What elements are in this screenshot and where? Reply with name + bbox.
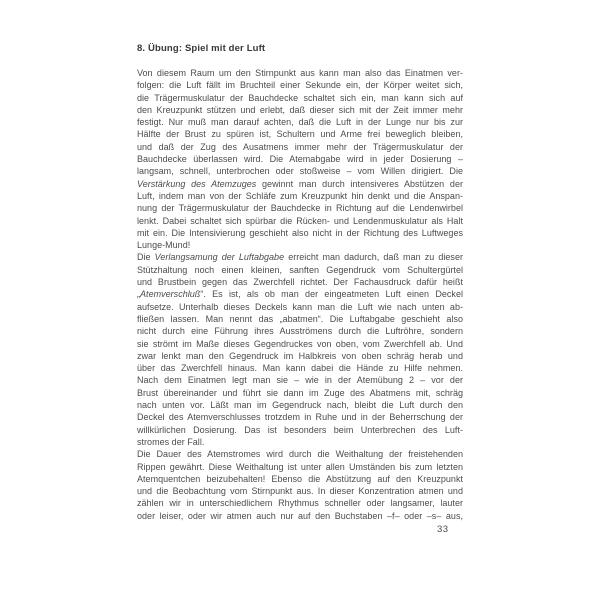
text-line: zwar lenkt man den Gegendruck im Halbkreis von oben schräg herab und bbox=[137, 350, 463, 361]
text-line: stromes der Fall. bbox=[137, 436, 205, 447]
text-line: nung der Trägermuskulatur der Bauchdecke in Richtung auf die Lendenwirbel bbox=[137, 203, 463, 214]
text-line: langsam, schnell, unterbrochen oder stoßweise – vom Willen dirigiert. Die bbox=[137, 166, 463, 177]
text-line: die Trägermuskulatur der Bauchdecke schaltet sich ein, man kann sich auf bbox=[137, 92, 463, 103]
text-line: und die Beobachtung vom Stirnpunkt aus. In dieser Konzentration atmen und bbox=[137, 486, 463, 497]
text-line: sie strömt im Maße dieses Gegendruckes von oben, vom Zwerchfell ab. Und bbox=[137, 338, 463, 349]
text-line: über das Zwerchfell hinaus. Man kann dabei die Hände zu Hilfe nehmen. bbox=[137, 363, 463, 374]
text-line: nach unten vor. Läßt man im Gegendruck nach, bleibt die Luft durch den bbox=[137, 400, 463, 411]
text-line: und daß der Zug des Ausatmens immer mehr der Trägermuskulatur der bbox=[137, 141, 463, 152]
text-line: Bauchdecke überlassen wird. Die Atemabgabe wird in jeder Dosierung – bbox=[137, 154, 463, 165]
text-line: Verstärkung des Atemzuges gewinnt man durch intensiveres Abstützen der bbox=[137, 178, 463, 189]
text-line: Lunge-Mund! bbox=[137, 240, 191, 251]
text-line: und Brustbein gegen das Zwerchfell richtet. Der Fachausdruck dafür heißt bbox=[137, 277, 463, 288]
text-line: aufsetze. Unterhalb dieses Deckels kann man die Luft wie nach unten ab- bbox=[137, 301, 463, 312]
text-line: Brust übereinander und führt sie dann im Zuge des Abatmens mit, schräg bbox=[137, 387, 463, 398]
chapter-heading: 8. Übung: Spiel mit der Luft bbox=[137, 43, 266, 54]
text-line: nicht durch eine Führung ihres Ausströmens durch die Luftröhre, sondern bbox=[137, 326, 463, 337]
text-line: Die Dauer des Atemstromes wird durch die Weithaltung der freistehenden bbox=[137, 449, 463, 460]
text-line: Die Verlangsamung der Luftabgabe erreicht man dadurch, daß man zu dieser bbox=[137, 252, 463, 263]
text-line: Von diesem Raum um den Stirnpunkt aus kann man also das Einatmen ver- bbox=[137, 68, 463, 78]
text-line: mit ein. Die Intensivierung geschieht also nicht in der Richtung des Luftweges bbox=[137, 227, 463, 238]
text-line: oder leiser, oder wir atmen auch nur auf den Buchstaben –f– oder –s– aus, bbox=[137, 510, 463, 521]
text-line: Stützhaltung noch einen kleinen, sanften Gegendruck vom Schultergürtel bbox=[137, 264, 463, 275]
text-line: folgen: die Luft fällt im Bruchteil einer Sekunde ein, der Körper weitet sich, bbox=[137, 80, 463, 91]
text-line: Rippen gewährt. Diese Weithaltung ist unter allen Umständen bis zum letzten bbox=[137, 461, 463, 472]
text-line: zählen wir in unterschiedlichem Rhythmus schneller oder langsamer, lauter bbox=[137, 498, 463, 509]
text-line: Luft, indem man von der Schläfe zum Kreuzpunkt hin denkt und die Anspan- bbox=[137, 190, 463, 201]
text-line: Hälfte der Brust zu spüren ist, Schultern und Arme frei beweglich bleiben, bbox=[137, 129, 463, 140]
paragraph bbox=[137, 251, 463, 448]
page-number: 33 bbox=[437, 524, 449, 535]
text-line: willkürlichen Dosierung. Das ist besonders beim Unterbrechen des Luft- bbox=[137, 424, 463, 435]
text-line: Nach dem Einatmen legt man sie – wie in der Atemübung 2 – vor der bbox=[137, 375, 463, 386]
text-line: „Atemverschluß“. Es ist, als ob man der eingeatmeten Luft einen Deckel bbox=[137, 289, 463, 300]
paragraph bbox=[137, 448, 463, 522]
text-line: den Kreuzpunkt stützen und erlebt, daß dieser sich mit der Zeit immer mehr bbox=[137, 104, 463, 115]
text-line: Atemquentchen beizubehalten! Ebenso die Abstützung auf den Kreuzpunkt bbox=[137, 473, 463, 484]
text-line: fließen lassen. Man nennt das „abatmen“. Die Luftabgabe geschieht also bbox=[137, 313, 463, 324]
text-line: festigt. Nur muß man darauf achten, daß die Luft in der Lunge nur bis zur bbox=[137, 117, 463, 128]
paragraph bbox=[137, 67, 463, 251]
text-line: Deckel des Atemverschlusses trotzdem in Ruhe und in der Beherrschung der bbox=[137, 412, 463, 423]
text-line: lenkt. Dabei schaltet sich spürbar die Rücken- und Lendenmuskulatur als Halt bbox=[137, 215, 463, 226]
body-text bbox=[137, 67, 463, 522]
